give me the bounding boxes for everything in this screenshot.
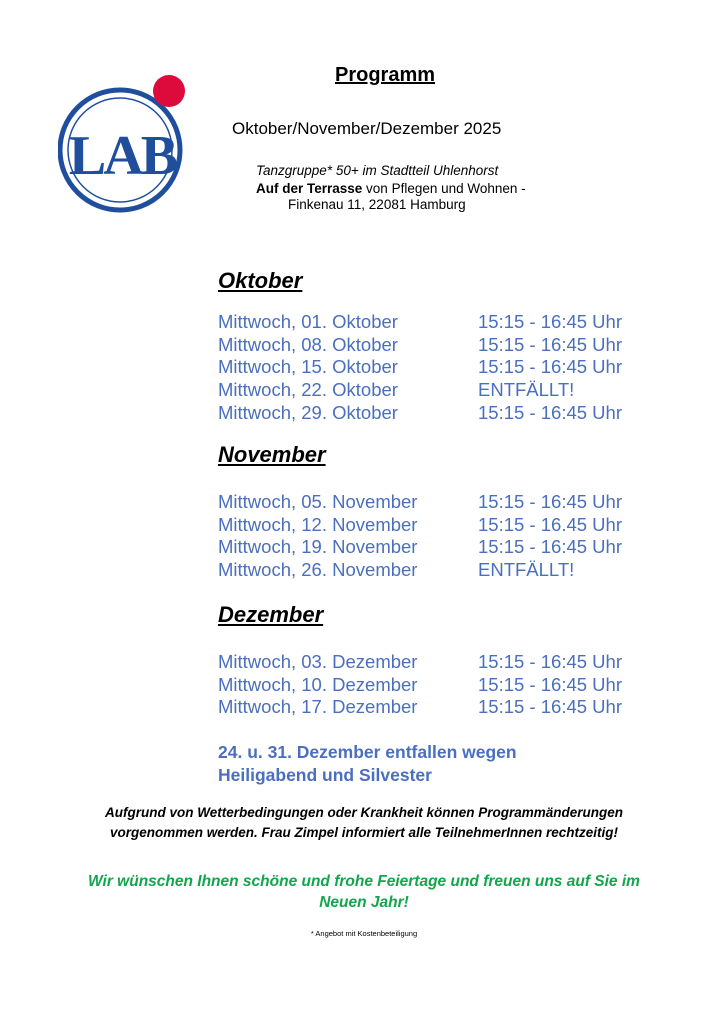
address: Finkenau 11, 22081 Hamburg [288,197,466,212]
schedule-time: 15:15 - 16:45 Uhr [478,696,622,718]
schedule-day: Mittwoch, 22. Oktober [218,379,398,401]
schedule-time: ENTFÄLLT! [478,559,575,581]
schedule-day: Mittwoch, 05. November [218,491,418,512]
month-heading-november: November [218,442,326,467]
schedule-day: Mittwoch, 15. Oktober [218,356,398,378]
lab-logo [58,72,190,214]
holiday-wishes [30,871,698,913]
schedule-time: 15:15 - 16:45 Uhr [478,651,622,672]
schedule-day: Mittwoch, 01. Oktober [218,311,398,332]
schedule-time: 15:15 - 16:45 Uhr [478,401,622,423]
schedule-day: Mittwoch, 10. Dezember [218,673,418,695]
month-heading-oktober: Oktober [218,268,303,293]
schedule-time: 15:15 - 16:45 Uhr [478,311,622,332]
schedule-day: Mittwoch, 19. November [218,536,418,558]
schedule-day: Mittwoch, 12. November [218,513,418,535]
logo-text: LAB [68,125,176,187]
holiday-note-line: 24. u. 31. Dezember entfallen wegen [218,742,517,762]
page-title: Programm [334,64,436,86]
schedule-time: 15:15 - 16.45 Uhr [478,513,622,535]
schedule-time: 15:15 - 16:45 Uhr [478,491,622,512]
schedule-time: 15:15 - 16:45 Uhr [478,536,622,558]
schedule-time: 15:15 - 16:45 Uhr [478,673,622,695]
schedule-day: Mittwoch, 29. Oktober [218,401,398,423]
schedule-day: Mittwoch, 03. Dezember [218,651,418,672]
schedule-day: Mittwoch, 17. Dezember [218,696,418,718]
schedule-time: ENTFÄLLT! [478,379,575,401]
venue-rest: von Pflegen und Wohnen - [362,181,526,196]
schedule-time: 15:15 - 16:45 Uhr [478,333,622,355]
venue-bold: Auf der Terrasse [256,181,363,196]
period-subtitle: Oktober/November/Dezember 2025 [232,119,502,138]
holiday-note-line: Heiligabend und Silvester [218,765,432,785]
venue-line [256,181,526,196]
schedule-time: 15:15 - 16:45 Uhr [478,356,622,378]
notice-line: Aufgrund von Wetterbedingungen oder Krankheit können Programmänderungen [104,805,624,820]
notice-line: vorgenommen werden. Frau Zimpel informiert alle TeilnehmerInnen rechtzeitig! [109,825,619,840]
schedule-day: Mittwoch, 26. November [218,559,418,581]
wishes-line: Neuen Jahr! [319,894,409,911]
wishes-line: Wir wünschen Ihnen schöne und frohe Feiertage und freuen uns auf Sie im [88,873,640,890]
group-name: Tanzgruppe* 50+ im Stadtteil Uhlenhorst [256,163,499,178]
schedule-day: Mittwoch, 08. Oktober [218,333,398,355]
change-notice [0,803,728,843]
month-heading-dezember: Dezember [218,602,324,627]
footnote: * Angebot mit Kostenbeteiligung [310,929,418,938]
holiday-cancellation-note [218,741,517,787]
